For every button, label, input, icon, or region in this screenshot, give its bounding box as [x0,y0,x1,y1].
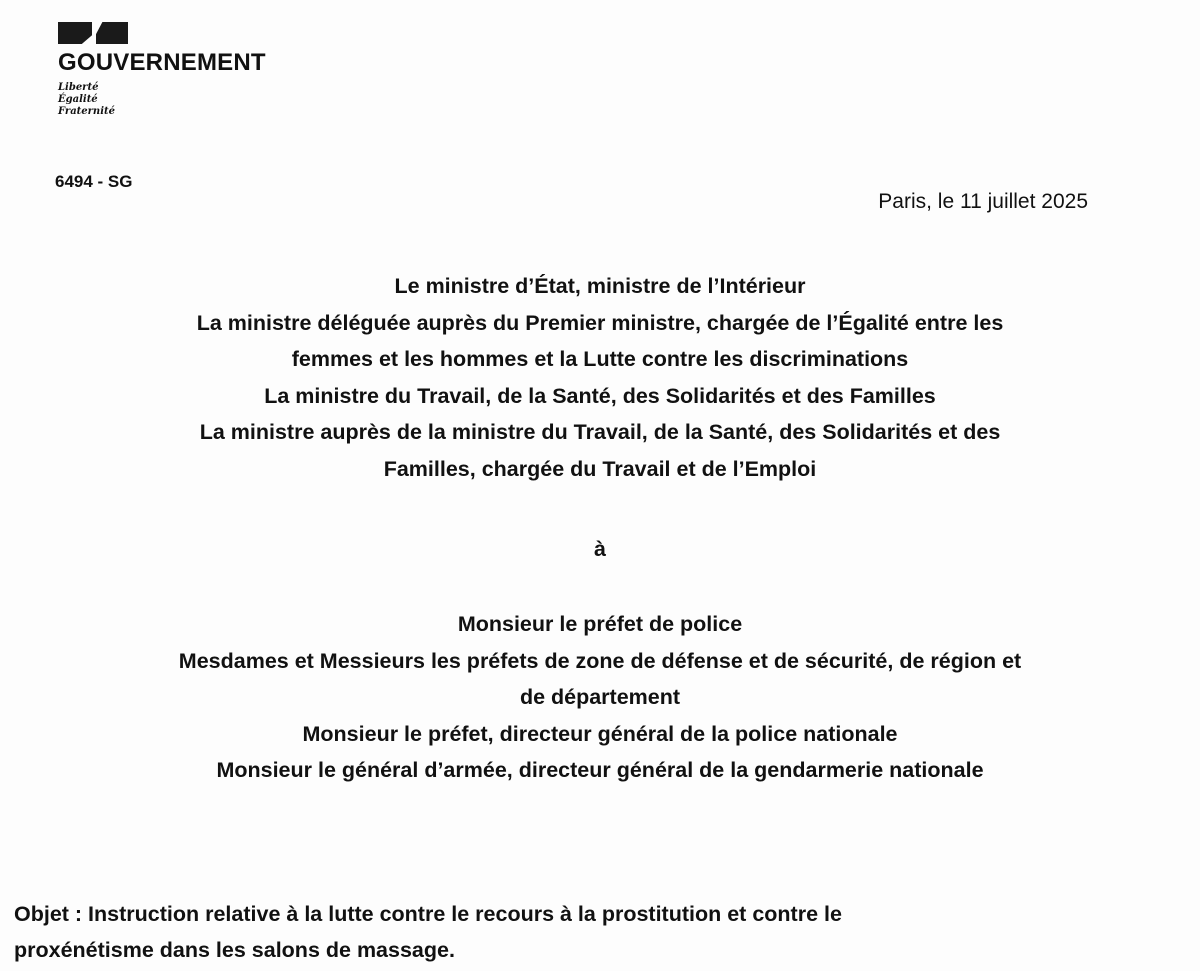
subject-line: proxénétisme dans les salons de massage. [14,938,455,962]
sender-line: Le ministre d’État, ministre de l’Intérieur [394,274,806,298]
motto-line: Liberté [58,82,99,93]
sender-line: Familles, chargée du Travail et de l’Emploi [383,456,817,481]
motto-line: Égalité [58,94,98,105]
subject-line: Objet : Instruction relative à la lutte contre le recours à la prostitution et contre le [14,902,842,926]
marianne-logo-icon [58,22,266,44]
recipient-line: Monsieur le préfet, directeur général de la police nationale [302,721,898,746]
place-date: Paris, le 11 juillet 2025 [878,190,1088,213]
sender-line: La ministre auprès de la ministre du Travail, de la Santé, des Solidarités et des [199,420,1001,444]
motto-line: Fraternité [58,106,115,117]
reference-number: 6494 - SG [55,172,133,191]
motto [58,82,266,118]
addressee-separator: à [594,537,606,561]
recipient-line: Mesdames et Messieurs les préfets de zone de défense et de sécurité, de région et [178,648,1022,673]
sender-line: La ministre déléguée auprès du Premier ministre, chargée de l’Égalité entre les [196,310,1004,335]
subject-block [14,896,1194,968]
government-logo [58,22,266,118]
recipients-block [0,606,1200,789]
sender-line: femmes et les hommes et la Lutte contre les discriminations [291,347,909,371]
logo-title: GOUVERNEMENT [58,49,266,76]
sender-line: La ministre du Travail, de la Santé, des Solidarités et des Familles [264,383,936,408]
recipient-line: de département [519,685,681,709]
senders-block [0,268,1200,487]
recipient-line: Monsieur le préfet de police [457,612,743,636]
recipient-line: Monsieur le général d’armée, directeur général de la gendarmerie nationale [216,758,984,782]
